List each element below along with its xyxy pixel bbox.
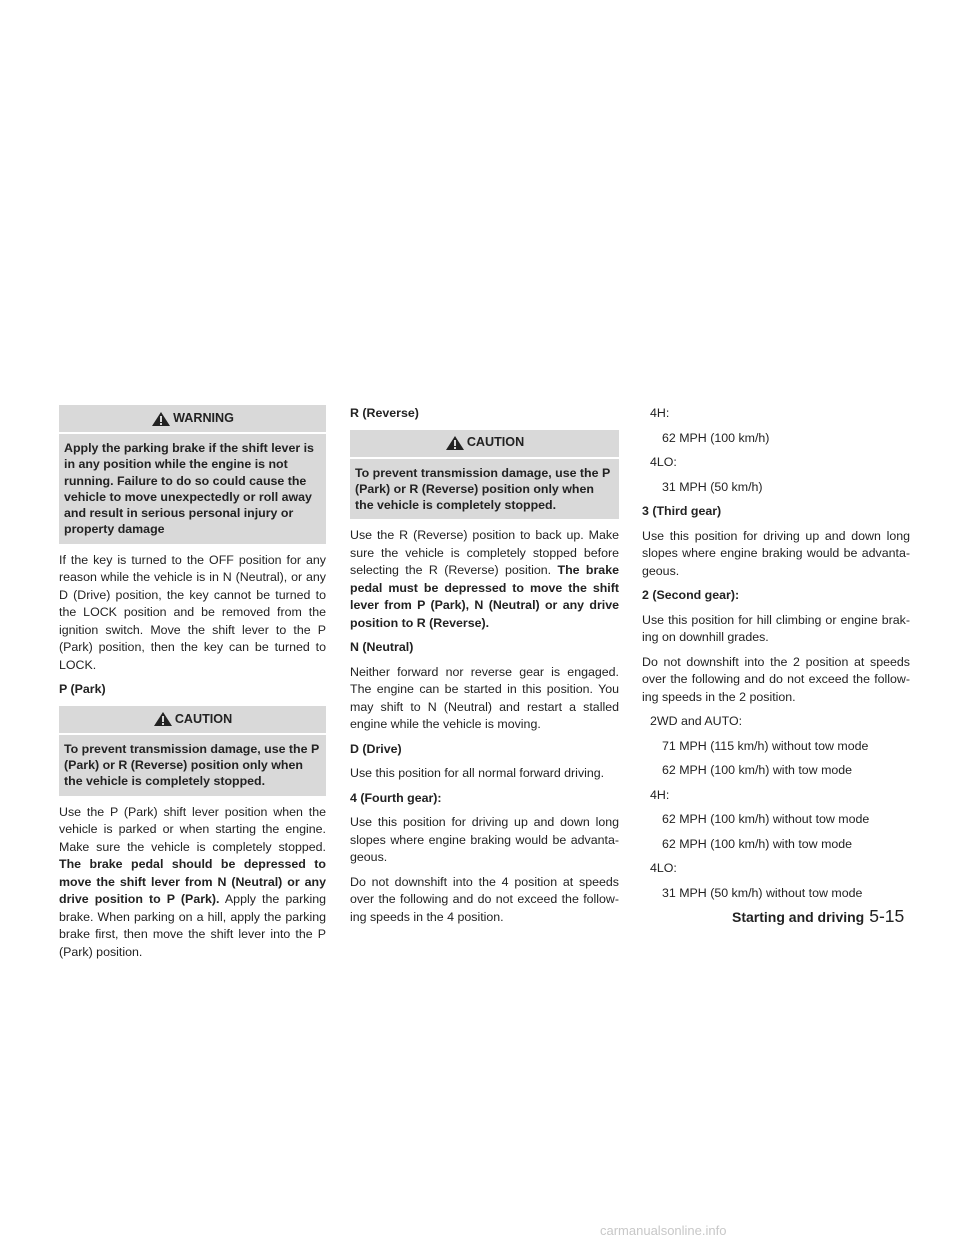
speed-4lo-value: 31 MPH (50 km/h) bbox=[662, 479, 763, 494]
speed-4h-tow: 62 MPH (100 km/h) with tow mode bbox=[662, 836, 853, 851]
speed-4lo-no-tow: 31 MPH (50 km/h) without tow mode bbox=[662, 885, 863, 900]
fourth-gear-text: Use this position for driving up and down long slopes where engine braking would be advanta- geous. bbox=[350, 815, 619, 865]
speed-4h-no-tow: 62 MPH (100 km/h) without tow mode bbox=[662, 812, 870, 826]
caution-title bbox=[59, 706, 326, 733]
third-gear-heading: 3 (Third gear) bbox=[642, 504, 722, 518]
park-usage-text: Use the P (Park) shift lever position when the vehicle is parked or when starting the engine. Make sure the vehicle is completely stopped. bbox=[59, 804, 326, 854]
speed-4h-label-2: 4H: bbox=[650, 787, 670, 802]
second-gear-text: Use this position for hill climbing or engine brak- ing on downhill grades. bbox=[642, 612, 910, 644]
caution-triangle-icon bbox=[445, 435, 465, 451]
warning-title bbox=[59, 405, 326, 432]
speed-4lo-label-2: 4LO: bbox=[650, 861, 677, 875]
speed-4h-label: 4H: bbox=[650, 406, 670, 420]
fourth-gear-limit: Do not downshift into the 4 position at speeds over the following and do not exceed the follow- ing speeds in the 4 position. bbox=[350, 874, 619, 924]
park-usage-end: Apply the parking brake. When parking on a hill, apply the parking brake first, then move the shift lever into the P (Park) position. bbox=[59, 892, 326, 959]
warning-box bbox=[59, 405, 326, 544]
neutral-heading: N (Neutral) bbox=[350, 640, 414, 655]
warning-triangle-icon bbox=[151, 411, 171, 427]
caution-title-text: CAUTION bbox=[174, 711, 233, 726]
drive-heading: D (Drive) bbox=[350, 741, 402, 756]
caution-body: To prevent transmission damage, use the P (Park) or R (Reverse) position only when the vehicle is completely stopped. bbox=[355, 465, 610, 513]
second-gear-limit: Do not downshift into the 2 position at speeds over the following and do not exceed the follow- ing speeds in the 2 position. bbox=[642, 654, 910, 704]
page-footer bbox=[732, 908, 904, 927]
speed-2wd-label: 2WD and AUTO: bbox=[650, 714, 743, 728]
speed-4lo-label: 4LO: bbox=[650, 455, 677, 469]
speed-4h-value: 62 MPH (100 km/h) bbox=[662, 430, 770, 445]
column-1 bbox=[59, 405, 326, 968]
park-brake-note: The brake pedal should be depressed to move the shift lever from N (Neutral) or any drive position to P (Park). bbox=[59, 857, 326, 907]
caution-title bbox=[350, 430, 619, 457]
neutral-text: Neither forward nor reverse gear is engaged. The engine can be started in this position. You may shift to N (Neutral) and restart a stalled engine while the vehicle is moving. bbox=[350, 664, 619, 732]
warning-title-text: WARNING bbox=[173, 410, 234, 425]
speed-2wd-no-tow: 71 MPH (115 km/h) without tow mode bbox=[662, 738, 869, 753]
second-gear-heading: 2 (Second gear): bbox=[642, 588, 740, 602]
watermark: carmanualsonline.info bbox=[600, 1223, 727, 1238]
caution-body: To prevent transmission damage, use the P (Park) or R (Reverse) position only when the vehicle is completely stopped. bbox=[64, 741, 319, 789]
warning-body: Apply the parking brake if the shift lever is in any position while the engine is not running. Failure to do so could cause the vehicle to move unexpectedly or roll away and result in serious personal injury or property damage bbox=[64, 441, 314, 537]
caution-title-text: CAUTION bbox=[466, 435, 525, 450]
caution-box-park bbox=[59, 706, 326, 796]
column-2 bbox=[350, 405, 619, 933]
caution-box-reverse bbox=[350, 430, 619, 520]
section-title: Starting and driving bbox=[732, 909, 865, 925]
drive-text: Use this position for all normal forward driving. bbox=[350, 766, 605, 781]
reverse-usage-text: Use the R (Reverse) position to back up. Make sure the vehicle is completely stopped before selecting the R (Reverse) position. bbox=[350, 528, 619, 578]
speed-2wd-tow: 62 MPH (100 km/h) with tow mode bbox=[662, 763, 853, 777]
key-off-paragraph: If the key is turned to the OFF position for any reason while the vehicle is in N (Neutral), or any D (Drive) position, the key cannot be turned to the LOCK position and be removed from the ignition switch. Move the shift lever to the P (Park) position, then the key can be turned to LOCK. bbox=[59, 552, 326, 672]
reverse-brake-note: The brake pedal must be depressed to move the shift lever from P (Park), N (Neutral) or any drive position to R (Reverse). bbox=[350, 563, 619, 630]
column-3 bbox=[642, 405, 910, 909]
caution-triangle-icon bbox=[153, 711, 173, 727]
reverse-usage-paragraph bbox=[350, 527, 619, 632]
reverse-heading: R (Reverse) bbox=[350, 406, 419, 420]
third-gear-text: Use this position for driving up and down long slopes where engine braking would be advanta- geous. bbox=[642, 528, 910, 578]
page-number: 5-15 bbox=[869, 906, 905, 926]
fourth-gear-heading: 4 (Fourth gear): bbox=[350, 790, 442, 805]
park-heading: P (Park) bbox=[59, 682, 106, 697]
park-usage-paragraph bbox=[59, 804, 326, 962]
